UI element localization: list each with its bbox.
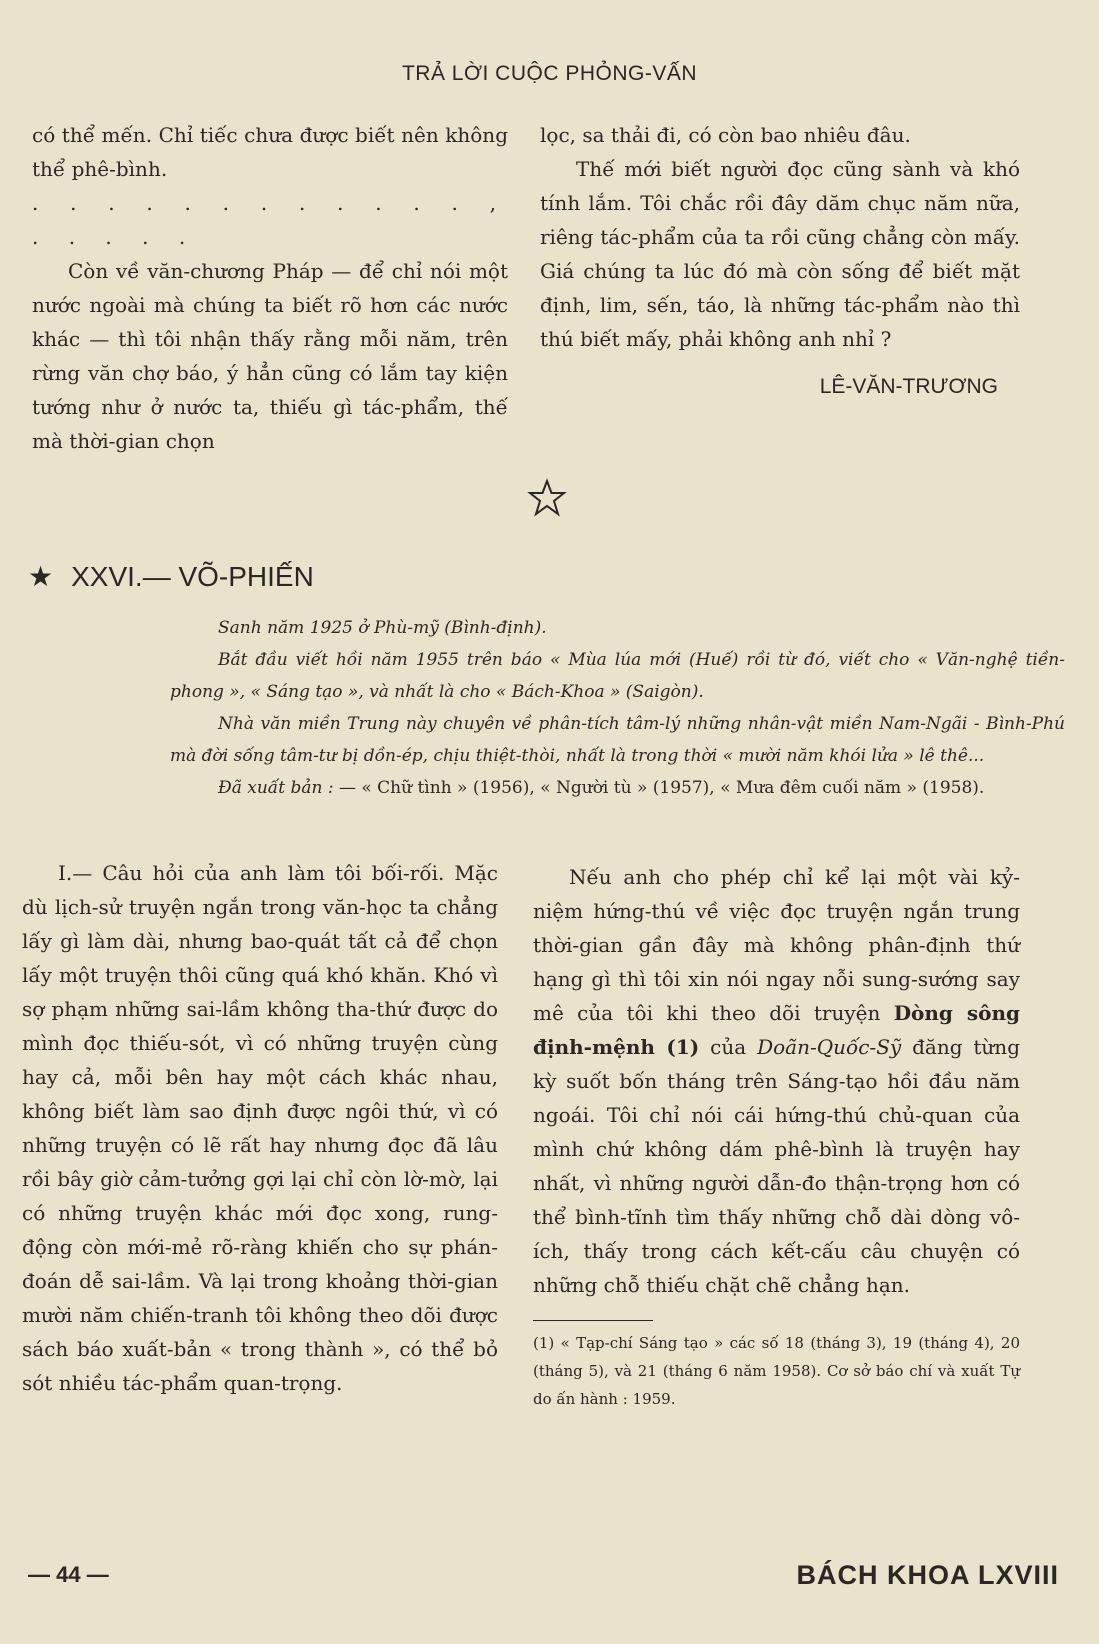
- paragraph: lọc, sa thải đi, có còn bao nhiêu đâu.: [540, 123, 911, 147]
- running-head: TRẢ LỜI CUỘC PHỎNG-VẤN: [401, 62, 698, 85]
- bio-line: Sanh năm 1925 ở Phù-mỹ (Bình-định).: [218, 618, 547, 638]
- published-label: Đã xuất bản : —: [218, 778, 356, 798]
- paragraph-text: đăng từng kỳ suốt bốn tháng trên Sáng-tạo hồi đầu năm ngoái. Tôi chỉ nói cái hứng-thú chủ-quan của mình chứ không dám phê-bình là truyện hay nhất, vì những người dẫn-đo thận-trọng hơn có thể bình-tĩnh tìm thấy những chỗ dài dòng vô-ích, thấy trong cách kết-cấu câu chuyện có những chỗ thiếu chặt chẽ chẳng hạn.: [533, 1035, 1020, 1297]
- author-bio: [170, 612, 1065, 804]
- author-signature: LÊ-VĂN-TRƯƠNG: [819, 375, 998, 398]
- paragraph: I.— Câu hỏi của anh làm tôi bối-rối. Mặc dù lịch-sử truyện ngắn trong văn-học ta chẳng lấy gì làm dài, nhưng bao-quát tất cả để chọn lấy một truyện thôi cũng quá khó khăn. Khó vì sợ phạm những sai-lầm không tha-thứ được do mình đọc thiếu-sót, vì có những truyện cùng hay cả, mỗi bên hay một cách khác nhau, không biết làm sao định được ngôi thứ, vì có những truyện có lẽ rất hay nhưng đọc đã lâu rồi bây giờ cảm-tưởng gợi lại chỉ còn lờ-mờ, lại có những truyện khác mới đọc xong, rung-động còn mới-mẻ rõ-ràng khiến cho sự phán-đoán dễ sai-lầm. Và lại trong khoảng thời-gian mười năm chiến-tranh tôi không theo dõi được sách báo xuất-bản « trong thành », có thể bỏ sót nhiều tác-phẩm quan-trọng.: [22, 861, 498, 1395]
- footnote-divider: [533, 1320, 653, 1321]
- bottom-right-column: [533, 860, 1020, 1413]
- bottom-left-column: [22, 856, 498, 1400]
- paragraph-text: của: [710, 1035, 747, 1059]
- paragraph: Còn về văn-chương Pháp — để chỉ nói một nước ngoài mà chúng ta biết rõ hơn các nước khác — thì tôi nhận thấy rằng mỗi năm, trên rừng văn chợ báo, ý hẳn cũng có lắm tay kiện tướng như ở nước ta, thiếu gì tác-phẩm, thế mà thời-gian chọn: [32, 259, 508, 453]
- magazine-issue: BÁCH KHOA LXVIII: [796, 1560, 1059, 1590]
- paragraph-text: Nếu anh cho phép chỉ kể lại một vài kỷ-niệm hứng-thú về việc đọc truyện ngắn trung thời-gian gần đây mà không phân-định thứ hạng gì thì tôi xin nói ngay nỗi sung-sướng say mê của tôi khi theo dõi truyện: [533, 865, 1020, 1025]
- published-list: « Chữ tình » (1956), « Người tù » (1957), « Mưa đêm cuối năm » (1958).: [361, 778, 985, 798]
- top-right-column: [540, 118, 1020, 404]
- section-heading: XXVI.— VÕ-PHIẾN: [71, 561, 314, 592]
- story-title: Dòng sông định-mệnh (1): [533, 1001, 1020, 1059]
- section-title: [28, 560, 314, 593]
- star-bullet-icon: ★: [28, 561, 54, 592]
- bio-published: [170, 772, 1065, 804]
- top-left-column: [32, 118, 508, 458]
- paragraph: Thế mới biết người đọc cũng sành và khó tính lắm. Tôi chắc rồi đây dăm chục năm nữa, riêng tác-phẩm của ta rồi cũng chẳng còn mấy. Giá chúng ta lúc đó mà còn sống để biết mặt định, lim, sến, táo, là những tác-phẩm nào thì thú biết mấy, phải không anh nhỉ ?: [540, 157, 1020, 351]
- bio-line: Nhà văn miền Trung này chuyên về phân-tích tâm-lý những nhân-vật miền Nam-Ngãi - Bình-Phú mà đời sống tâm-tư bị dồn-ép, chịu thiệt-thòi, nhất là trong thời « mười năm khói lửa » lê thê...: [170, 714, 1065, 766]
- paragraph: [533, 860, 1020, 1302]
- page-number: — 44 —: [28, 1562, 109, 1587]
- ellipsis-divider: . . . . . . . . . . . . , . . . . .: [32, 191, 508, 249]
- bio-line: Bắt đầu viết hồi năm 1955 trên báo « Mùa lúa mới (Huế) rồi từ đó, viết cho « Văn-nghệ tiền-phong », « Sáng tạo », và nhất là cho « Bách-Khoa » (Saigòn).: [170, 650, 1065, 702]
- footnote: (1) « Tạp-chí Sáng tạo » các số 18 (tháng 3), 19 (tháng 4), 20 (tháng 5), và 21 (tháng 6 năm 1958). Cơ sở báo chí và xuất Tự do ấn hành : 1959.: [533, 1334, 1020, 1408]
- author-name: Doãn-Quốc-Sỹ: [757, 1035, 902, 1059]
- paragraph: có thể mến. Chỉ tiếc chưa được biết nên không thể phê-bình.: [32, 123, 508, 181]
- star-divider-icon: [527, 478, 567, 518]
